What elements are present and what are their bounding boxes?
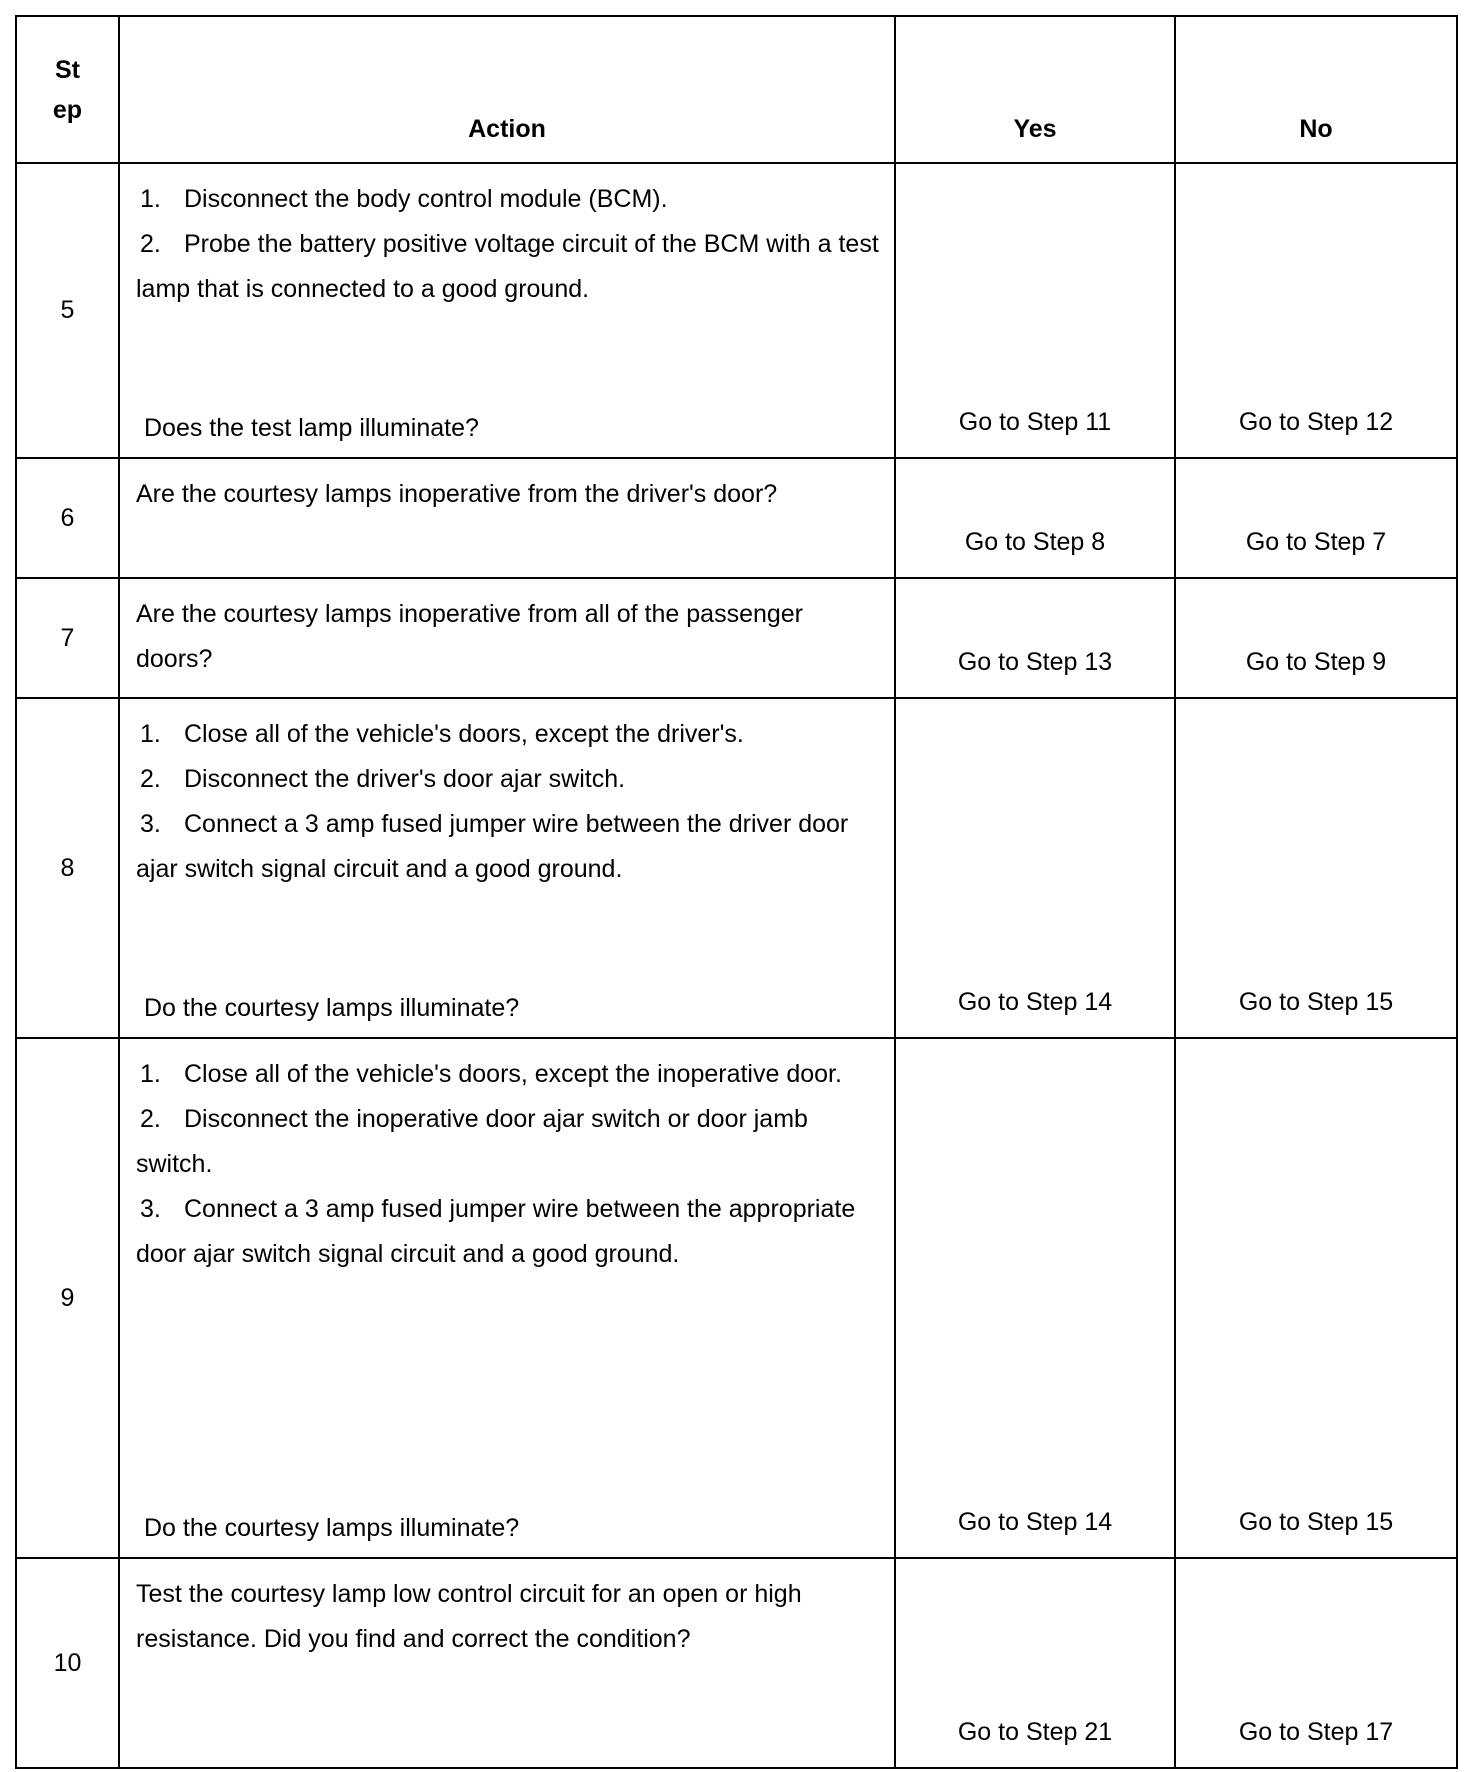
action-cell	[119, 698, 895, 1038]
action-step-number: 3.	[140, 1195, 161, 1223]
header-no: No	[1175, 16, 1457, 163]
action-question: Are the courtesy lamps inoperative from all of the passenger doors?	[136, 600, 804, 673]
step-number: 8	[16, 698, 119, 1038]
yes-result: Go to Step 13	[895, 578, 1175, 698]
action-step-text: Connect a 3 amp fused jumper wire between the appropriate door ajar switch signal circuit and a good ground.	[136, 1195, 856, 1268]
step-number: 5	[16, 163, 119, 458]
action-step-number: 1.	[140, 185, 161, 213]
action-step-text: Close all of the vehicle's doors, except the driver's.	[184, 720, 744, 748]
action-step-text: Close all of the vehicle's doors, except the inoperative door.	[184, 1060, 842, 1088]
action-cell	[119, 458, 895, 578]
table-row	[16, 1558, 1457, 1768]
no-result: Go to Step 12	[1175, 163, 1457, 458]
action-question: Do the courtesy lamps illuminate?	[144, 994, 520, 1022]
step-number: 7	[16, 578, 119, 698]
table-row	[16, 1038, 1457, 1558]
action-step-number: 1.	[140, 720, 161, 748]
yes-result: Go to Step 14	[895, 698, 1175, 1038]
action-question: Are the courtesy lamps inoperative from the driver's door?	[136, 480, 778, 508]
no-result: Go to Step 9	[1175, 578, 1457, 698]
table-row	[16, 458, 1457, 578]
action-step-number: 2.	[140, 230, 161, 258]
action-cell	[119, 1038, 895, 1558]
no-result: Go to Step 17	[1175, 1558, 1457, 1768]
action-step-item	[136, 1097, 884, 1187]
header-row	[16, 16, 1457, 163]
action-step-item	[136, 802, 884, 892]
step-number: 10	[16, 1558, 119, 1768]
no-result: Go to Step 15	[1175, 1038, 1457, 1558]
diagnostic-table	[15, 15, 1458, 1769]
action-cell	[119, 578, 895, 698]
action-step-item	[136, 177, 884, 222]
action-step-text: Disconnect the inoperative door ajar switch or door jamb switch.	[136, 1105, 808, 1178]
header-step-line2: ep	[52, 95, 83, 124]
action-step-number: 1.	[140, 1060, 161, 1088]
no-result: Go to Step 15	[1175, 698, 1457, 1038]
action-step-item	[136, 1052, 884, 1097]
action-step-item	[136, 757, 884, 802]
action-cell	[119, 163, 895, 458]
yes-result: Go to Step 14	[895, 1038, 1175, 1558]
header-step	[16, 16, 119, 163]
header-yes: Yes	[895, 16, 1175, 163]
table-row	[16, 698, 1457, 1038]
step-number: 9	[16, 1038, 119, 1558]
action-step-item	[136, 712, 884, 757]
yes-result: Go to Step 11	[895, 163, 1175, 458]
action-step-number: 2.	[140, 1105, 161, 1133]
header-step-line1: St	[55, 55, 80, 84]
action-cell	[119, 1558, 895, 1768]
action-step-number: 3.	[140, 810, 161, 838]
action-step-item	[136, 1187, 884, 1277]
action-step-item	[136, 222, 884, 312]
action-step-text: Probe the battery positive voltage circuit of the BCM with a test lamp that is connected to a good ground.	[136, 230, 879, 303]
step-number: 6	[16, 458, 119, 578]
action-step-text: Disconnect the driver's door ajar switch.	[184, 765, 626, 793]
action-step-number: 2.	[140, 765, 161, 793]
header-action: Action	[119, 16, 895, 163]
table-row	[16, 163, 1457, 458]
table-row	[16, 578, 1457, 698]
yes-result: Go to Step 21	[895, 1558, 1175, 1768]
no-result: Go to Step 7	[1175, 458, 1457, 578]
action-question: Test the courtesy lamp low control circuit for an open or high resistance. Did you find and correct the condition?	[136, 1580, 802, 1653]
yes-result: Go to Step 8	[895, 458, 1175, 578]
action-step-text: Connect a 3 amp fused jumper wire between the driver door ajar switch signal circuit and a good ground.	[136, 810, 849, 883]
action-question: Does the test lamp illuminate?	[144, 414, 479, 442]
action-question: Do the courtesy lamps illuminate?	[144, 1514, 520, 1542]
action-step-text: Disconnect the body control module (BCM).	[184, 185, 668, 213]
